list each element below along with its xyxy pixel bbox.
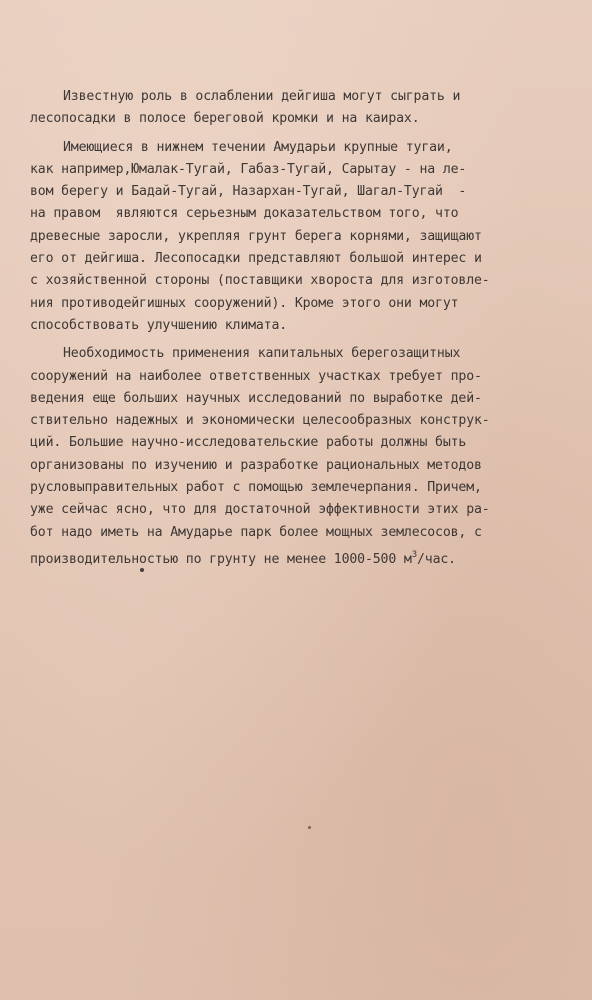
text-line: Имеющиеся в нижнем течении Амударьи крупные тугаи,	[63, 139, 453, 155]
text-line: сооружений на наиболее ответственных участках требует про-	[30, 368, 482, 384]
paragraph-1	[0, 86, 592, 131]
text-line: организованы по изучению и разработке рациональных методов	[30, 457, 482, 473]
text-line: как например,Юмалак-Тугай, Габаз-Тугай, Сарытау - на ле-	[30, 161, 467, 177]
text-line: ций. Большие научно-исследовательские работы должны быть	[30, 435, 467, 451]
text-line: с хозяйственной стороны (поставщики хвороста для изготовле-	[30, 273, 490, 289]
superscript: 3	[411, 549, 417, 560]
text-line: ния противодейгишных сооружений). Кроме этого они могут	[30, 295, 459, 311]
paragraph-3	[0, 343, 592, 566]
final-line-text: производительностью по грунту не менее 1000-500 м	[30, 551, 412, 567]
final-line	[0, 544, 592, 566]
text-line: способствовать улучшению климата.	[30, 317, 288, 333]
final-line-tail: /час.	[416, 551, 456, 567]
text-line: на правом являются серьезным доказательством того, что	[30, 206, 459, 222]
text-line: его от дейгиша. Лесопосадки представляют большой интерес и	[30, 251, 482, 267]
text-line: уже сейчас ясно, что для достаточной эффективности этих ра-	[30, 502, 490, 518]
ink-speck	[140, 568, 144, 572]
paragraph-2	[0, 137, 592, 338]
text-line: ведения еще больших научных исследований по выработке дей-	[30, 390, 482, 406]
text-line: бот надо иметь на Амударье парк более мощных землесосов, с	[30, 524, 482, 540]
text-line: Необходимость применения капитальных берегозащитных	[63, 346, 461, 362]
text-line: вом берегу и Бадай-Тугай, Назархан-Тугай, Шагал-Тугай -	[30, 184, 467, 200]
text-line: Известную роль в ослаблении дейгиша могут сыграть и	[63, 89, 461, 104]
text-line: ствительно надежных и экономически целесообразных конструк-	[30, 413, 490, 429]
text-line: древесные заросли, укрепляя грунт берега корнями, защищают	[30, 228, 482, 244]
body-text	[0, 86, 592, 566]
text-line: лесопосадки в полосе береговой кромки и на каирах.	[30, 111, 420, 127]
text-line: русловыправительных работ с помощью землечерпания. Причем,	[30, 480, 482, 496]
ink-speck	[308, 826, 311, 829]
